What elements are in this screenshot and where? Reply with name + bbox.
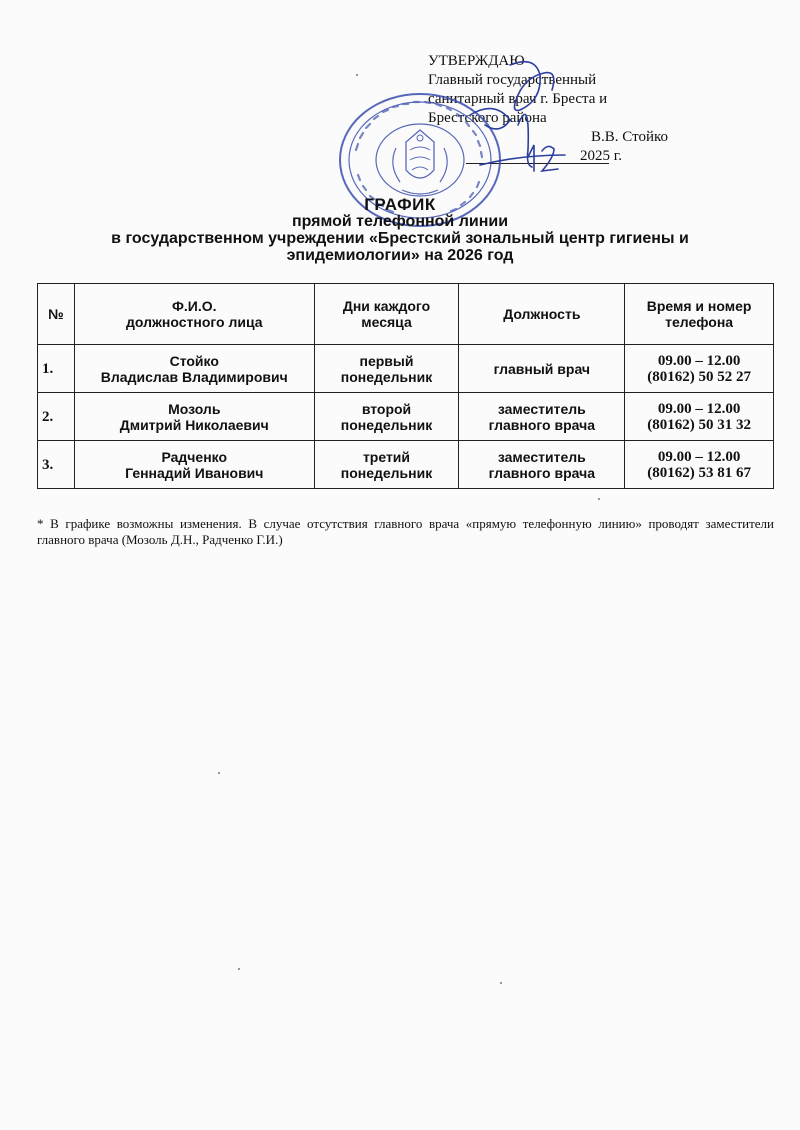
title-line: прямой телефонной линии — [291, 213, 509, 230]
scan-speck — [356, 74, 358, 76]
table-row — [38, 345, 774, 393]
document-title — [40, 196, 760, 264]
scan-speck — [218, 772, 220, 774]
row-time-phone: 09.00 – 12.00 (80162) 50 52 27 — [625, 345, 774, 393]
title-line: эпидемиологии» на 2026 год — [286, 247, 514, 264]
signer-name: В.В. Стойко — [591, 129, 668, 145]
header-fio: Ф.И.О. должностного лица — [74, 284, 314, 345]
row-position: главный врач — [459, 345, 625, 393]
title-main: ГРАФИК — [364, 195, 436, 214]
row-day: третий понедельник — [314, 441, 459, 489]
row-name: Радченко Геннадий Иванович — [74, 441, 314, 489]
row-day: второй понедельник — [314, 393, 459, 441]
header-time-phone: Время и номер телефона — [625, 284, 774, 345]
table-row — [38, 393, 774, 441]
row-name: Стойко Владислав Владимирович — [74, 345, 314, 393]
table-row — [38, 441, 774, 489]
row-time-phone: 09.00 – 12.00 (80162) 50 31 32 — [625, 393, 774, 441]
header-days: Дни каждого месяца — [314, 284, 459, 345]
row-position: заместитель главного врача — [459, 441, 625, 489]
schedule-table — [37, 283, 774, 489]
scan-speck — [238, 968, 240, 970]
approval-year: 2025 г. — [580, 148, 622, 164]
row-day: первый понедельник — [314, 345, 459, 393]
row-position: заместитель главного врача — [459, 393, 625, 441]
row-time-phone: 09.00 – 12.00 (80162) 53 81 67 — [625, 441, 774, 489]
handwritten-signature — [440, 55, 620, 185]
row-num: 2. — [38, 393, 75, 441]
scan-speck — [500, 982, 502, 984]
title-line: в государственном учреждении «Брестский зональный центр гигиены и — [111, 230, 689, 247]
header-num: № — [38, 284, 75, 345]
row-name: Мозоль Дмитрий Николаевич — [74, 393, 314, 441]
scan-speck — [598, 498, 600, 500]
approval-heading: УТВЕРЖДАЮ — [428, 53, 525, 69]
row-num: 1. — [38, 345, 75, 393]
footnote: * В графике возможны изменения. В случае отсутствия главного врача «прямую телефонную линию» проводят заместители главного врача (Мозоль Д.Н., Радченко Г.И.) — [37, 516, 774, 547]
approval-line: санитарный врач г. Бреста и — [428, 91, 608, 107]
header-position: Должность — [459, 284, 625, 345]
approval-line: Главный государственный — [428, 72, 597, 88]
table-header-row — [38, 284, 774, 345]
row-num: 3. — [38, 441, 75, 489]
approval-line: Брестского района — [428, 110, 547, 126]
